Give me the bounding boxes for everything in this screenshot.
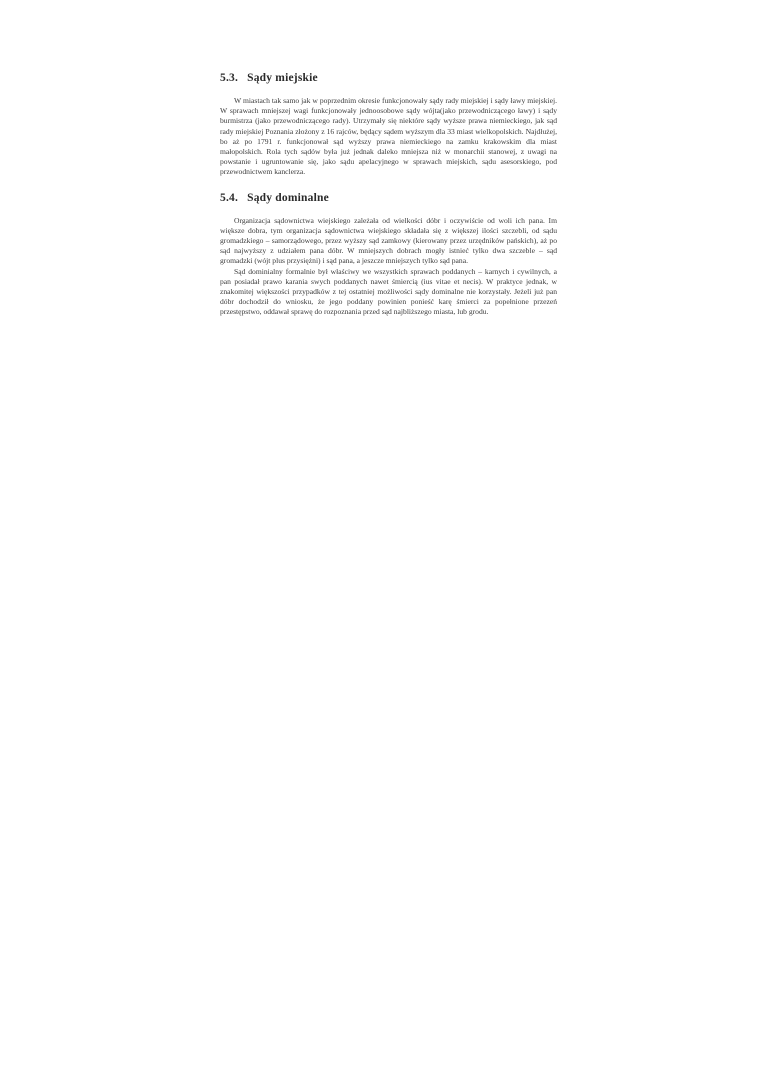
section-sady-miejskie (220, 72, 557, 178)
paragraph: Organizacja sądownictwa wiejskiego zależała od wielkości dóbr i oczywiście od woli ich pana. Im większe dobra, tym organizacja sądownictwa wiejskiego składała się z większej ilości szczebli, od sądu gromadzkiego – samorządowego, przez wyższy sąd zamkowy (kierowany przez urzędników pańskich), aż po sąd najwyższy z udziałem pana dóbr. W mniejszych dobrach mogły istnieć tylko dwa szczeble – sąd gromadzki (wójt plus przysiężni) i sąd pana, a jeszcze mniejszych tylko sąd pana. (220, 215, 557, 266)
section-sady-dominalne (220, 192, 557, 318)
paragraph: Sąd dominialny formalnie był właściwy we wszystkich sprawach poddanych – karnych i cywilnych, a pan posiadał prawo karania swych poddanych nawet śmiercią (ius vitae et necis). W praktyce jednak, w znakomitej większości przypadków z tej ostatniej możliwości sądy dominalne nie korzystały. Jeżeli już pan dóbr dochodził do wniosku, że jego poddany powinien ponieść karę śmierci za popełnione przezeń przestępstwo, oddawał sprawę do rozpoznania przed sąd najbliższego miasta, lub grodu. (220, 266, 557, 317)
paragraph: W miastach tak samo jak w poprzednim okresie funkcjonowały sądy rady miejskiej i sądy ławy miejskiej. W sprawach mniejszej wagi funkcjonowały jednoosobowe sądy wójta(jako przewodniczącego ławy) i sądy burmistrza (jako przewodniczącego rady). Utrzymały się niektóre sądy wyższe prawa niemieckiego, jak sąd rady miejskiej Poznania złożony z 16 rajców, będący sądem wyższym dla 33 miast wielkopolskich. Najdłużej, bo aż po 1791 r. funkcjonował sąd wyższy prawa niemieckiego na zamku krakowskim dla miast małopolskich. Rola tych sądów była już jednak daleko mniejsza niż w monarchii stanowej, z uwagi na powstanie i ugruntowanie się, jako sądu apelacyjnego w sprawach miejskich, sądu asesorskiego, pod przewodnictwem kanclerza. (220, 96, 557, 177)
section-heading (220, 72, 557, 84)
section-title: Sądy miejskie (247, 72, 318, 84)
section-number: 5.4. (220, 191, 239, 204)
document-page (220, 72, 557, 332)
section-number: 5.3. (220, 72, 239, 84)
section-heading (220, 192, 557, 204)
section-title: Sądy dominalne (247, 191, 329, 204)
